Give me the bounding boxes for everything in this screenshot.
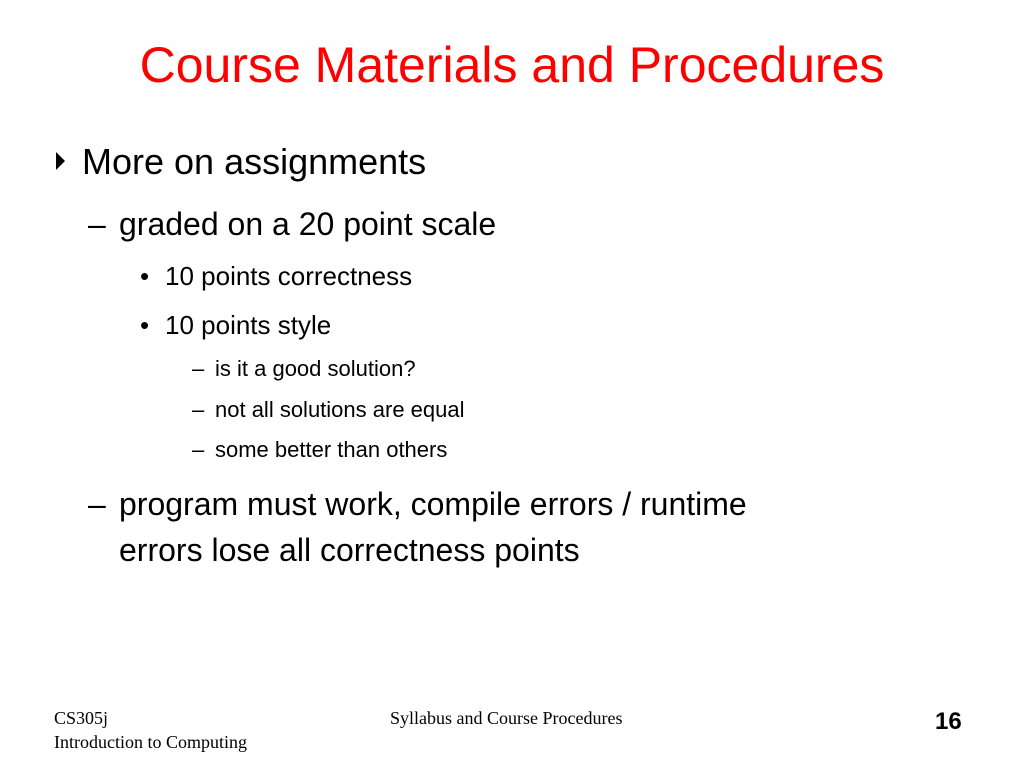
bullet-text: More on assignments: [82, 141, 427, 182]
slide-title: Course Materials and Procedures: [139, 37, 885, 93]
dash-marker: –: [88, 486, 106, 522]
bullet-text: some better than others: [215, 437, 448, 462]
page-number: 16: [935, 708, 962, 735]
bullet-text-line1: program must work, compile errors / runtime: [119, 486, 747, 522]
bullet-text-line2: errors lose all correctness points: [119, 532, 580, 568]
triangle-bullet-icon: [54, 140, 74, 184]
dot-marker: •: [140, 261, 150, 291]
bullet-text: is it a good solution?: [215, 356, 416, 381]
bullet-level2: [88, 202, 688, 246]
bullet-level3: [140, 308, 640, 342]
bullet-level4: [192, 395, 642, 425]
bullet-text: 10 points correctness: [165, 261, 413, 291]
dash-marker: –: [192, 397, 205, 422]
footer-course-name: Introduction to Computing: [54, 732, 247, 752]
bullet-text: not all solutions are equal: [215, 397, 465, 422]
dash-marker: –: [192, 437, 205, 462]
dot-marker: •: [140, 310, 150, 340]
footer-course-code: CS305j: [54, 708, 109, 728]
dash-marker: –: [192, 356, 205, 381]
bullet-text: graded on a 20 point scale: [119, 206, 497, 242]
bullet-level3: [140, 259, 640, 293]
footer-center-text: Syllabus and Course Procedures: [390, 708, 623, 728]
bullet-text: 10 points style: [165, 310, 332, 340]
bullet-level4: [192, 435, 642, 465]
bullet-level2: [88, 482, 948, 574]
bullet-level1: [54, 140, 654, 184]
dash-marker: –: [88, 206, 106, 242]
bullet-level4: [192, 354, 642, 384]
